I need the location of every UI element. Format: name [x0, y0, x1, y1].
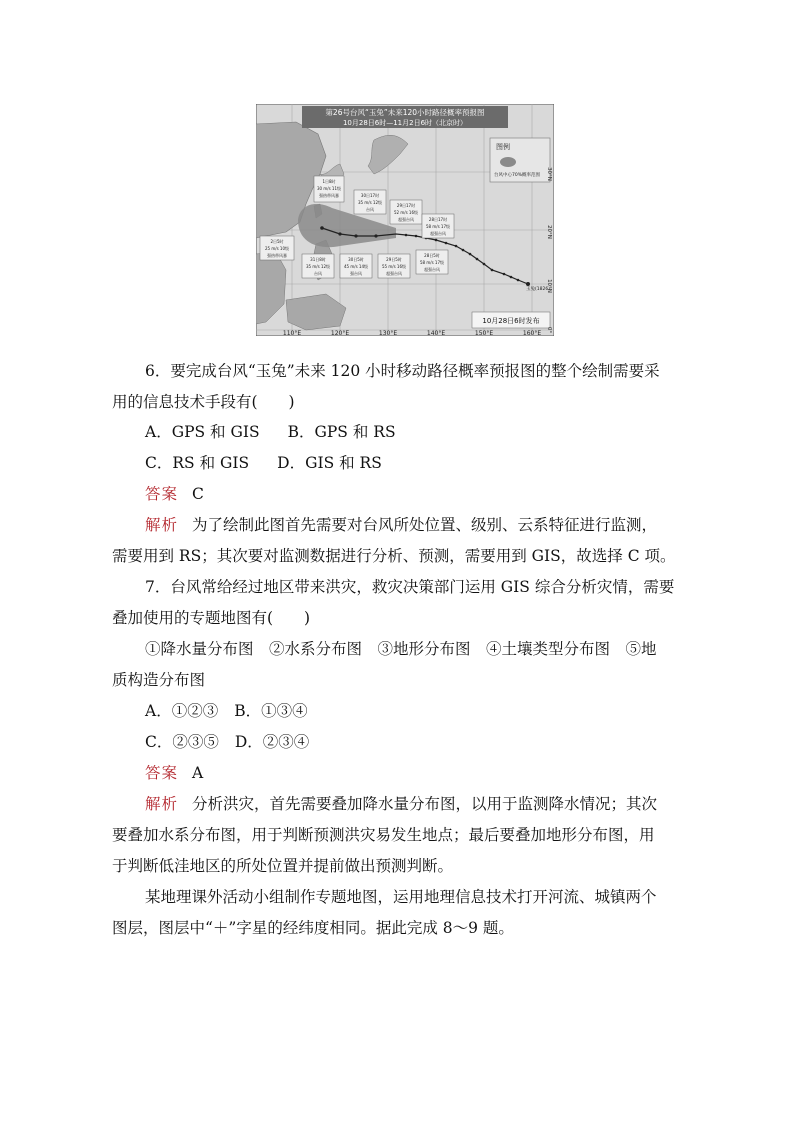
q7-options-row2 [145, 732, 717, 752]
q7-analysis-line3: 于判断低洼地区的所处位置并提前做出预测判断。 [112, 857, 454, 875]
q7-option-d: D．②③④ [234, 733, 310, 751]
svg-text:1日8时: 1日8时 [322, 179, 336, 184]
intro-line2: 图层，图层中“＋”字星的经纬度相同。据此完成 8～9 题。 [112, 919, 514, 937]
q6-option-a: A．GPS 和 GIS [145, 423, 260, 441]
svg-text:140°E: 140°E [426, 330, 446, 336]
svg-text:29日5时: 29日5时 [386, 257, 402, 262]
q7-items-line1: ①降水量分布图 ②水系分布图 ③地形分布图 ④土壤类型分布图 ⑤地 [145, 640, 657, 658]
typhoon-name-label: 玉兔(1826) [526, 287, 550, 292]
q7-option-b: B．①③④ [234, 702, 308, 720]
q7-answer [145, 763, 717, 783]
q6-stem-line1: 6．要完成台风“玉兔”未来 120 小时移动路径概率预报图的整个绘制需要采 [145, 362, 660, 380]
svg-text:30°N: 30°N [546, 167, 552, 181]
svg-text:30日17时: 30日17时 [360, 193, 380, 198]
q7-analysis-label: 解析 [145, 795, 179, 813]
svg-text:120°E: 120°E [330, 330, 350, 336]
svg-text:0°: 0° [546, 326, 552, 334]
typhoon-track-map [256, 104, 554, 336]
svg-text:58 m/s 17级: 58 m/s 17级 [419, 260, 445, 265]
q6-analysis-line2: 需要用到 RS；其次要对监测数据进行分析、预测，需要用到 GIS，故选择 C 项。 [112, 547, 676, 565]
q6-option-d: D．GIS 和 RS [277, 454, 382, 472]
q6-option-c: C．RS 和 GIS [145, 454, 250, 472]
svg-text:25 m/s 10级: 25 m/s 10级 [264, 246, 290, 251]
svg-text:强台风: 强台风 [350, 271, 362, 276]
map-title: 第26号台风“玉兔”未来120小时路径概率预报图 [325, 108, 485, 117]
svg-text:强热带风暴: 强热带风暴 [267, 253, 287, 258]
q6-analysis-label: 解析 [145, 516, 179, 534]
q6-options-row2 [145, 453, 717, 473]
issue-note: 10月28日6时发布 [482, 317, 540, 325]
svg-text:20°N: 20°N [546, 225, 552, 239]
svg-text:58 m/s 17级: 58 m/s 17级 [425, 224, 451, 229]
svg-text:160°E: 160°E [522, 330, 542, 336]
svg-text:10°N: 10°N [546, 279, 552, 293]
q7-answer-label: 答案 [145, 764, 179, 782]
q7-stem-line1: 7．台风常给经过地区带来洪灾，救灾决策部门运用 GIS 综合分析灾情，需要 [145, 578, 675, 596]
svg-text:2日5时: 2日5时 [270, 239, 284, 244]
svg-text:55 m/s 16级: 55 m/s 16级 [381, 264, 407, 269]
svg-text:30日5时: 30日5时 [348, 257, 364, 262]
svg-text:52 m/s 16级: 52 m/s 16级 [393, 210, 419, 215]
legend-swatch [500, 157, 516, 167]
svg-text:超强台风: 超强台风 [424, 267, 440, 272]
q6-options-row1 [145, 422, 717, 442]
svg-text:超强台风: 超强台风 [398, 217, 414, 222]
svg-text:28日5时: 28日5时 [424, 253, 440, 258]
map-subtitle: 10月28日6时—11月2日6时（北京时） [342, 119, 468, 127]
q7-analysis-line2: 要叠加水系分布图，用于判断预测洪灾易发生地点；最后要叠加地形分布图，用 [112, 826, 655, 844]
map-svg [256, 104, 554, 336]
svg-text:台风: 台风 [366, 207, 374, 212]
svg-text:30 m/s 11级: 30 m/s 11级 [316, 186, 342, 191]
svg-text:31日8时: 31日8时 [310, 257, 326, 262]
svg-text:110°E: 110°E [282, 330, 302, 336]
q6-stem-line2: 用的信息技术手段有( ) [112, 393, 295, 411]
q6-answer [145, 484, 717, 504]
svg-text:强热带风暴: 强热带风暴 [319, 193, 339, 198]
q6-answer-label: 答案 [145, 485, 179, 503]
legend-item: 台风中心70%概率范围 [494, 173, 541, 178]
q6-answer-value: C [192, 485, 204, 503]
intro-line1: 某地理课外活动小组制作专题地图，运用地理信息技术打开河流、城镇两个 [145, 888, 657, 906]
svg-text:28日17时: 28日17时 [428, 217, 448, 222]
svg-text:超强台风: 超强台风 [430, 231, 446, 236]
q7-answer-value: A [192, 764, 204, 782]
svg-text:29日17时: 29日17时 [396, 203, 416, 208]
q7-option-a: A．①②③ [145, 702, 219, 720]
svg-text:35 m/s 12级: 35 m/s 12级 [357, 200, 383, 205]
q6-analysis-text1: 为了绘制此图首先需要对台风所处位置、级别、云系特征进行监测， [192, 516, 658, 534]
svg-text:超强台风: 超强台风 [386, 271, 402, 276]
svg-text:130°E: 130°E [378, 330, 398, 336]
q7-option-c: C．②③⑤ [145, 733, 219, 751]
svg-text:45 m/s 14级: 45 m/s 14级 [343, 264, 369, 269]
svg-text:台风: 台风 [314, 271, 322, 276]
q7-stem-line2: 叠加使用的专题地图有( ) [112, 609, 311, 627]
svg-text:35 m/s 12级: 35 m/s 12级 [305, 264, 331, 269]
q7-items-line2: 质构造分布图 [112, 671, 206, 689]
q7-analysis-line1 [145, 794, 717, 814]
q6-analysis-line1 [145, 515, 717, 535]
q7-analysis-text1: 分析洪灾，首先需要叠加降水量分布图，以用于监测降水情况；其次 [192, 795, 658, 813]
legend-title: 图例 [496, 143, 510, 151]
svg-text:150°E: 150°E [474, 330, 494, 336]
q6-option-b: B．GPS 和 RS [287, 423, 396, 441]
q7-options-row1 [145, 701, 717, 721]
